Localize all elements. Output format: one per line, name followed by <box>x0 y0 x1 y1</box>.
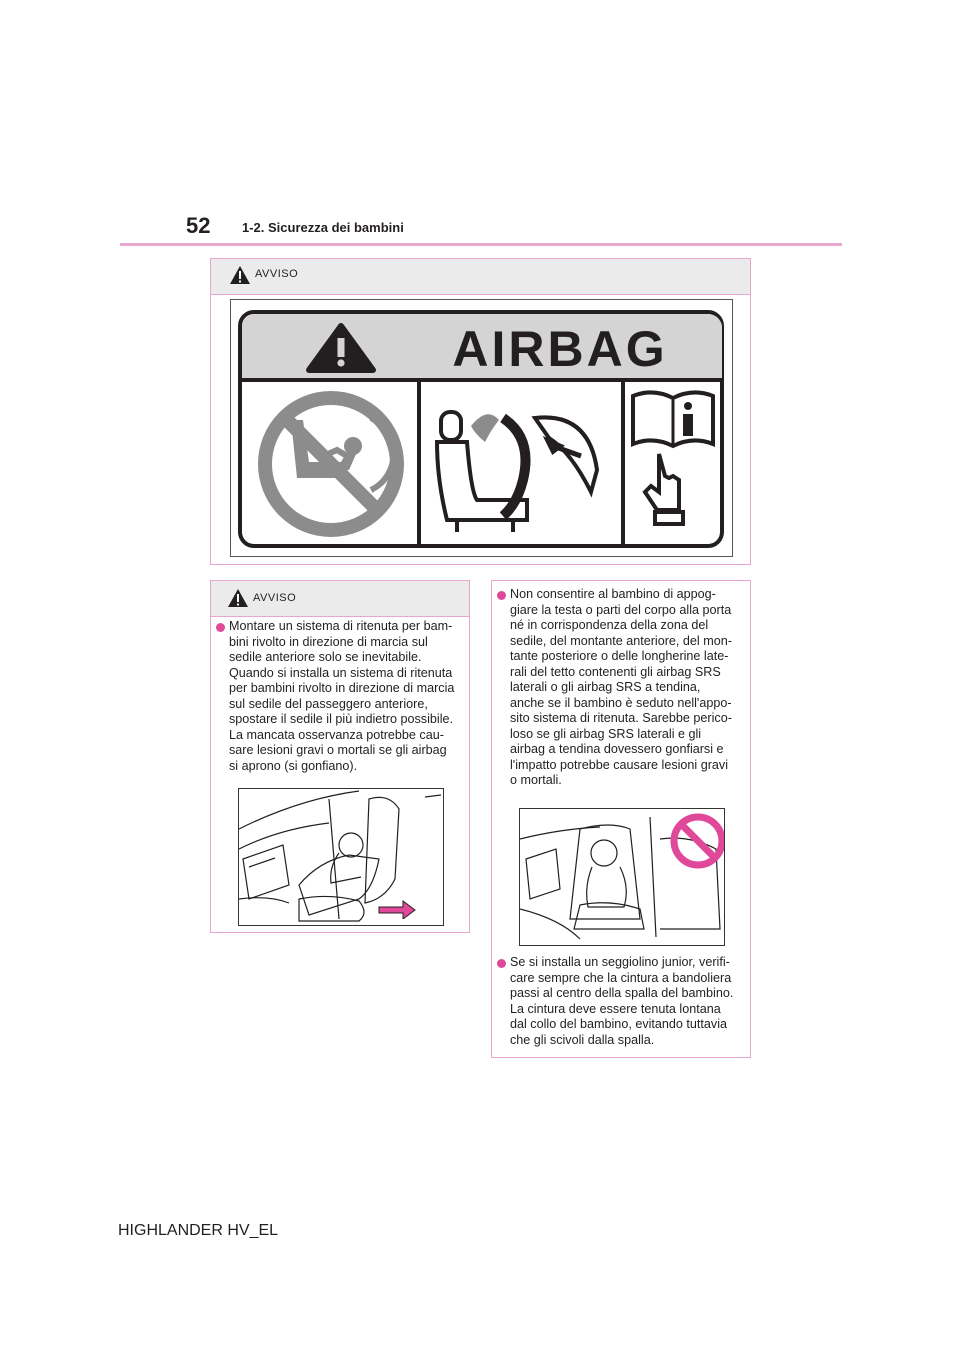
airbag-warning-label <box>230 299 733 557</box>
text-line: tante posteriore o delle longherine late- <box>510 649 729 663</box>
text-line: sedile, del montante anteriore, del mon- <box>510 633 732 648</box>
text-line: giare la testa o parti del corpo alla porta <box>510 602 732 617</box>
text-line: bini rivolto in direzione di marcia sul <box>229 634 428 649</box>
text-line: anche se il bambino è seduto nell'appo- <box>510 695 732 710</box>
text-line: La mancata osservanza potrebbe cau- <box>229 727 444 742</box>
warning-triangle-icon <box>227 588 249 608</box>
illustration-child-leaning-prohibited <box>519 808 725 946</box>
airbag-label-graphic <box>231 300 732 556</box>
page-number: 52 <box>186 213 211 238</box>
warning-triangle-icon <box>229 265 251 285</box>
warning-box-airbag-label <box>210 258 751 565</box>
footer-model-name: HIGHLANDER HV_EL <box>118 1222 279 1239</box>
text-line: dal collo del bambino, evitando tuttavia <box>510 1017 728 1031</box>
text-line: né in corrispondenza della zona del <box>510 618 709 632</box>
prohibition-icon <box>668 811 725 871</box>
bullet-icon <box>497 959 506 968</box>
text-line: o mortali. <box>510 773 562 787</box>
warning-heading: AVVISO <box>255 268 299 280</box>
warning-box-forward-facing <box>210 580 470 933</box>
text-line: passi al centro della spalla del bambino. <box>510 986 734 1000</box>
bullet-icon <box>216 623 225 632</box>
text-line: spostare il sedile il più indietro possibile. <box>229 712 454 726</box>
text-line: che gli scivoli dalla spalla. <box>510 1032 655 1047</box>
text-line: care sempre che la cintura a bandoliera <box>510 970 732 985</box>
warning-bullet-junior-seat-belt <box>510 955 745 1048</box>
text-line: airbag a tendina dovessero gonfiarsi e <box>510 742 724 756</box>
warning-header <box>211 259 750 295</box>
text-line: sul sedile del passeggero anteriore, <box>229 696 428 711</box>
text-line: si aprono (si gonfiano). <box>229 758 358 773</box>
illustration-child-seat-moved-back <box>238 788 444 926</box>
text-line: laterali o gli airbag SRS a tendina, <box>510 680 701 694</box>
text-line: sito sistema di ritenuta. Sarebbe perico- <box>510 711 732 725</box>
text-line: per bambini rivolto in direzione di marcia <box>229 681 455 695</box>
text-line: Non consentire al bambino di appog- <box>510 587 716 601</box>
text-line: Montare un sistema di ritenuta per bam- <box>229 619 453 633</box>
warning-bullet-forward-facing-seat <box>229 619 464 774</box>
text-line: Se si installa un seggiolino junior, verifi- <box>510 955 730 969</box>
bullet-icon <box>497 591 506 600</box>
text-line: rali del tetto contenenti gli airbag SRS <box>510 664 721 679</box>
text-line: La cintura deve essere tenuta lontana <box>510 1001 721 1016</box>
label-airbag-title: AIRBAG <box>452 321 668 377</box>
warning-bullet-do-not-lean <box>510 587 745 789</box>
warning-box-continued <box>491 580 751 1058</box>
warning-heading: AVVISO <box>253 592 297 604</box>
section-title: 1-2. Sicurezza dei bambini <box>242 220 404 235</box>
text-line: Quando si installa un sistema di ritenuta <box>229 665 453 680</box>
text-line: loso se gli airbag SRS laterali e gli <box>510 726 702 741</box>
text-line: sedile anteriore solo se inevitabile. <box>229 650 422 664</box>
warning-header <box>211 581 469 617</box>
move-back-arrow-icon <box>377 899 417 919</box>
text-line: sare lesioni gravi o mortali se gli airbag <box>229 743 447 757</box>
header-rule <box>120 243 842 246</box>
text-line: l'impatto potrebbe causare lesioni gravi <box>510 757 729 772</box>
